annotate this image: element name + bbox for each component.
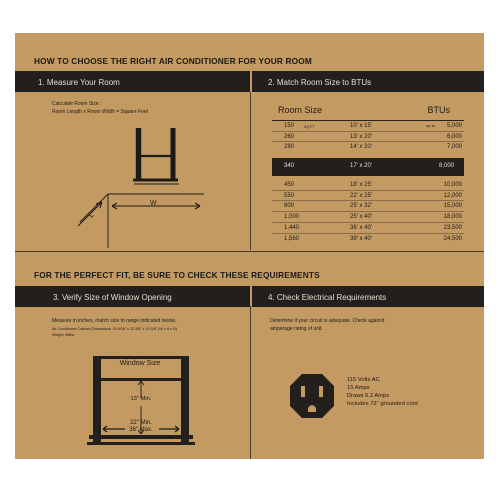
panel-divider: [250, 306, 251, 459]
cabinet-dimensions: Air Conditioner Cabinet Dimensions: 19 5/16" x 12 3/8" x 19 3/8" (W x H x D): [52, 327, 178, 331]
table-row: [272, 201, 464, 212]
panel-header-match-btus: 2. Match Room Size to BTUs: [252, 71, 484, 92]
table-row: [272, 142, 464, 153]
room-size-cell: 340: [284, 163, 295, 170]
btu-cell: 15,000: [443, 203, 462, 210]
btu-cell: 10,000: [443, 182, 462, 189]
width-label: W: [150, 200, 157, 207]
section-divider: [15, 251, 484, 252]
room-size-cell: 1,440: [284, 224, 300, 231]
spec-amps: 15 Amps: [347, 385, 370, 392]
btu-table: [272, 104, 464, 244]
panel-header-measure-room: 1. Measure Your Room: [15, 71, 250, 92]
table-row: [272, 121, 464, 132]
table-row: [272, 234, 464, 245]
max-width-label: 36" Max.: [129, 427, 153, 433]
unit-label: SQ FT: [304, 124, 315, 129]
spec-cord: Includes 72" grounded cord: [347, 401, 418, 408]
dimensions-cell: 22' x 25': [350, 192, 372, 199]
min-height-label: 13" Min.: [130, 396, 152, 402]
min-width-label: 22" Min.: [130, 420, 152, 426]
dimensions-cell: 10' x 15': [350, 123, 372, 129]
panel-divider: [250, 92, 251, 250]
electrical-specs: [347, 376, 418, 408]
table-row: [272, 223, 464, 234]
btu-cell: 24,500: [443, 235, 462, 242]
dimensions-cell: 25' x 32': [350, 203, 372, 210]
room-size-cell: 260: [284, 133, 295, 140]
dimensions-cell: 14' x 20': [350, 144, 372, 151]
electrical-desc-2: amperage rating of unit.: [270, 326, 323, 332]
window-size-label: Window Size: [119, 360, 161, 367]
btu-cell: 8,000: [438, 163, 454, 170]
spec-draw: Draws 6.2 Amps: [347, 393, 390, 400]
length-label: L: [88, 211, 96, 220]
btu-cell: 18,000: [443, 214, 462, 221]
table-row: [272, 212, 464, 223]
room-size-cell: 1,560: [284, 235, 300, 242]
spec-voltage: 115 Volts AC: [347, 377, 380, 383]
room-size-cell: 280: [284, 144, 295, 151]
unit-weight: Weight: 85lbs.: [52, 333, 76, 337]
up-to-label: up to: [426, 123, 435, 128]
table-row: [272, 191, 464, 202]
table-row: [272, 180, 464, 191]
dimensions-cell: 18' x 25': [350, 182, 372, 189]
room-size-cell: 800: [284, 203, 295, 210]
room-diagram-icon: [60, 120, 220, 250]
dimensions-cell: 25' x 40': [350, 214, 372, 221]
dimensions-cell: 39' x 40': [350, 235, 372, 242]
calc-label: Calculate Room Size :: [52, 101, 102, 107]
dimensions-cell: 36' x 40': [350, 224, 372, 231]
window-desc: Measure in inches, match size to range indicated below.: [52, 318, 176, 324]
btu-table-header: [272, 104, 464, 121]
table-row-highlighted: [272, 158, 464, 176]
panel-header-electrical: 4. Check Electrical Requirements: [252, 286, 484, 307]
section-title: FOR THE PERFECT FIT, BE SURE TO CHECK THESE REQUIREMENTS: [34, 270, 320, 280]
formula-text: Room Length x Room Width = Square Feet: [52, 109, 149, 115]
table-row: [272, 132, 464, 143]
btu-cell: 7,000: [446, 144, 462, 151]
outlet-icon: [288, 372, 336, 420]
dimensions-cell: 17' x 20': [350, 163, 372, 170]
btu-cell: 23,500: [443, 224, 462, 231]
page-title: HOW TO CHOOSE THE RIGHT AIR CONDITIONER FOR YOUR ROOM: [34, 56, 312, 66]
room-size-cell: 1,000: [284, 214, 300, 221]
dimensions-cell: 13' x 20': [350, 133, 372, 140]
btu-cell: 5,000: [446, 123, 462, 129]
electrical-desc-1: Determine if your circuit is adequate. Check against: [270, 318, 385, 324]
btu-cell: 6,000: [446, 133, 462, 140]
panel-header-window: 3. Verify Size of Window Opening: [15, 286, 250, 307]
room-size-cell: 450: [284, 182, 295, 189]
col-btus: BTUs: [427, 105, 450, 115]
room-size-cell: 150: [284, 123, 295, 129]
room-size-cell: 550: [284, 192, 295, 199]
col-room-size: Room Size: [278, 105, 323, 115]
btu-cell: 12,000: [443, 192, 462, 199]
